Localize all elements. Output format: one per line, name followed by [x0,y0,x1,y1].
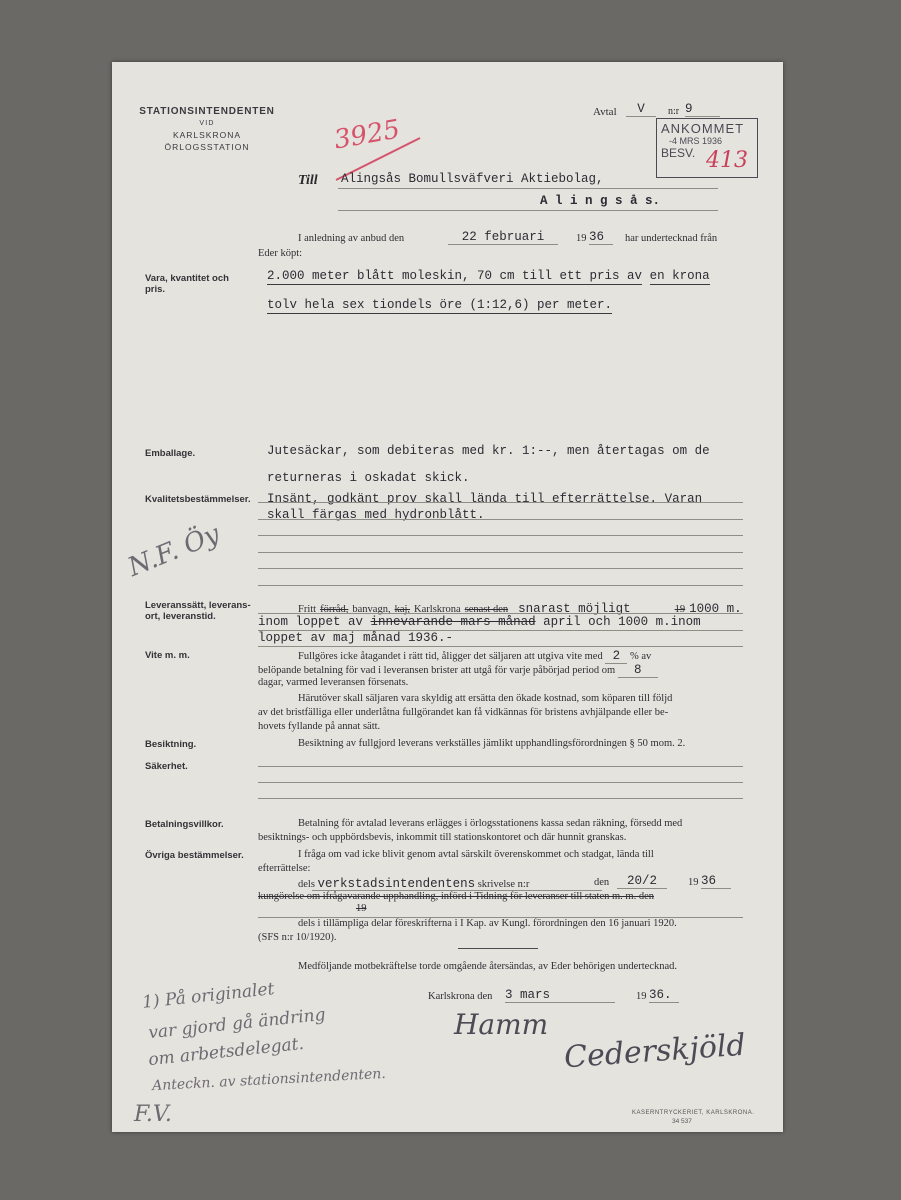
dels1-date: 20/2 [617,874,667,889]
kvalitet-line1: Insänt, godkänt prov skall lända till efterrättelse. Varan [267,492,703,506]
handwritten-initials: F.V. [134,1102,172,1127]
avtal-nr: 9 [685,102,720,117]
lev-banvagn: banvagn, [352,604,391,615]
lev-1000: 1000 m. [689,602,742,616]
note-line1: 1) På originalet [141,979,276,1013]
vite-line1-b: % av [629,651,652,662]
leverans-label-1: Leveranssätt, leverans- [145,600,251,611]
ovriga-line1: I fråga om vad icke blivit genom avtal särskilt överenskommet och stadgat, lända till [298,849,654,860]
lev-forrad: förråd, [320,604,349,615]
footer-year-suffix: 36. [649,988,679,1003]
vite-line2-a: belöpande betalning för vad i leveransen brister att utgå för varje påbörjad period om [258,665,616,676]
intro-year-suffix: 36 [589,230,613,245]
dels2-struck: kungörelse om ifrågavarande upphandling, införd i Tidning för leveranser till staten m. m. den [258,891,654,902]
stamp-red-number: 413 [706,148,748,173]
kvalitet-label: Kvalitetsbestämmelser. [145,494,251,505]
betalning-line1: Betalning för avtalad leverans erlägges i örlogsstationens kassa sedan räkning, försedd med [298,818,683,829]
footer-year-prefix: 19 [636,991,647,1002]
note-line4: Anteckn. av stationsintendenten. [151,1065,387,1095]
ovriga-line2: efterrättelse: [258,863,311,874]
avtal-label: Avtal [593,106,617,118]
dels1-19: 19 [688,877,699,888]
lev-fritt: Fritt [298,604,317,615]
printer-line2: 34 537 [672,1118,692,1125]
dels1-a: dels [298,879,315,890]
emballage-label: Emballage. [145,448,196,459]
dels2-19: 19 [356,903,367,914]
vite-line1-a: Fullgöres icke åtagandet i rätt tid, åligger det säljaren att utgiva vite med [298,651,603,662]
medfoljande-text: Medföljande motbekräftelse torde omgående återsändas, av Eder behörigen undertecknad. [298,961,678,972]
besiktning-text: Besiktning av fullgjord leverans verkställes jämlikt upphandlingsförordningen § 50 mom. 2. [298,738,686,749]
vite-line6: hovets fyllande på annat sätt. [258,721,381,732]
emballage-line1: Jutesäckar, som debiteras med kr. 1:--, men återtagas om de [267,444,710,458]
vite-line2 [258,663,658,678]
intro-text-before: I anledning av anbud den [298,233,405,244]
signature-1: Hamm [454,1008,549,1041]
document-page [112,62,783,1132]
intro-date: 22 februari [448,230,558,245]
lev-karlskrona: Karlskrona [414,604,461,615]
org-name-line3: KARLSKRONA [172,130,242,140]
vite-label: Vite m. m. [145,650,190,661]
ovriga-label: Övriga bestämmelser. [145,850,244,861]
org-name-line1: STATIONSINTENDENTEN [139,106,275,117]
org-name-line4: ÖRLOGSSTATION [164,142,250,152]
lev-line2-a: inom loppet av [258,615,364,629]
vara-line1 [267,269,710,283]
leverans-line2 [258,615,701,629]
till-label: Till [298,173,318,188]
avtal-letter: V [626,102,656,117]
vite-line1 [298,649,651,664]
emballage-line2: returneras i oskadat skick. [267,471,470,485]
printer-line1: KASERNTRYCKERIET, KARLSKRONA. [632,1110,755,1116]
stamp-line1: ANKOMMET [661,121,745,136]
dels3-line: dels i tillämpliga delar föreskrifterna i I Kap. av Kungl. förordningen den 16 januari 1920. [298,918,677,929]
red-handwritten-number: 3925 [331,114,403,156]
dels1-typed: verkstadsintendentens [317,877,476,891]
footer-place: Karlskrona den [428,991,493,1002]
dels1-den: den [594,877,610,888]
leverans-line3: loppet av maj månad 1936.- [258,631,454,645]
vite-line4: Härutöver skall säljaren vara skyldig att ersätta den ökade kostnad, som köparen till följd [298,693,673,704]
vara-line2-text: tolv hela sex tiondels öre (1:12,6) per meter. [267,298,613,312]
dels1-b: skrivelse n:r [477,879,530,890]
signature-2: Cederskjöld [563,1027,747,1076]
besiktning-label: Besiktning. [145,739,197,750]
vara-label-1: Vara, kvantitet och [145,273,229,284]
vite-pct: 2 [605,649,627,664]
intro-text-after: har undertecknad från [625,233,718,244]
avtal-nr-label: n:r [668,106,680,117]
org-name-line2: VID [199,120,215,127]
dels1-line [298,877,529,891]
dels3-line-b: (SFS n:r 10/1920). [258,932,337,943]
recipient-city: A l i n g s å s. [540,194,661,208]
vara-line1-b: en krona [649,269,710,283]
lev-line2-struck: innevarande mars månad [370,615,536,629]
lev-line2-b: april och 1000 m.inom [543,615,701,629]
dels1-year: 36 [701,874,731,889]
stamp-line3: BESV. [661,146,696,160]
betalning-line2: besiktnings- och uppbördsbevis, inkommit till stationskontoret och där hunnit granskas. [258,832,627,843]
vite-line3: dagar, varmed leveransen försenats. [258,677,409,688]
sakerhet-label: Säkerhet. [145,761,188,772]
vara-line1-a: 2.000 meter blått moleskin, 70 cm till ett pris av [267,269,643,283]
vara-label-2: pris. [145,284,166,295]
lev-snarast: snarast möjligt [518,602,631,616]
lev-19: 19 [674,604,686,615]
note-line2: var gjord gå ändring [147,1004,327,1044]
margin-initials: N.F. Öy [123,519,225,583]
kvalitet-line2: skall färgas med hydronblått. [267,508,485,522]
recipient-name: Alingsås Bomullsväfveri Aktiebolag, [341,172,604,186]
intro-year-prefix: 19 [576,233,587,244]
note-line3: om arbetsdelegat. [147,1033,305,1071]
vite-line5: av det bristfälliga eller underlåtna fullgörandet kan få vidkännas för bristens avhjälpande eller be- [258,707,669,718]
betalning-label: Betalningsvillkor. [145,819,224,830]
vite-days: 8 [618,663,658,678]
leverans-label-2: ort, leveranstid. [145,611,216,622]
lev-kaj: kaj, [394,604,411,615]
stamp-line2: -4 MRS 1936 [669,136,723,146]
footer-date: 3 mars [505,988,615,1003]
vara-line2 [267,298,612,312]
lev-senast: senast den [464,604,509,615]
intro-line2: Eder köpt: [258,248,303,259]
